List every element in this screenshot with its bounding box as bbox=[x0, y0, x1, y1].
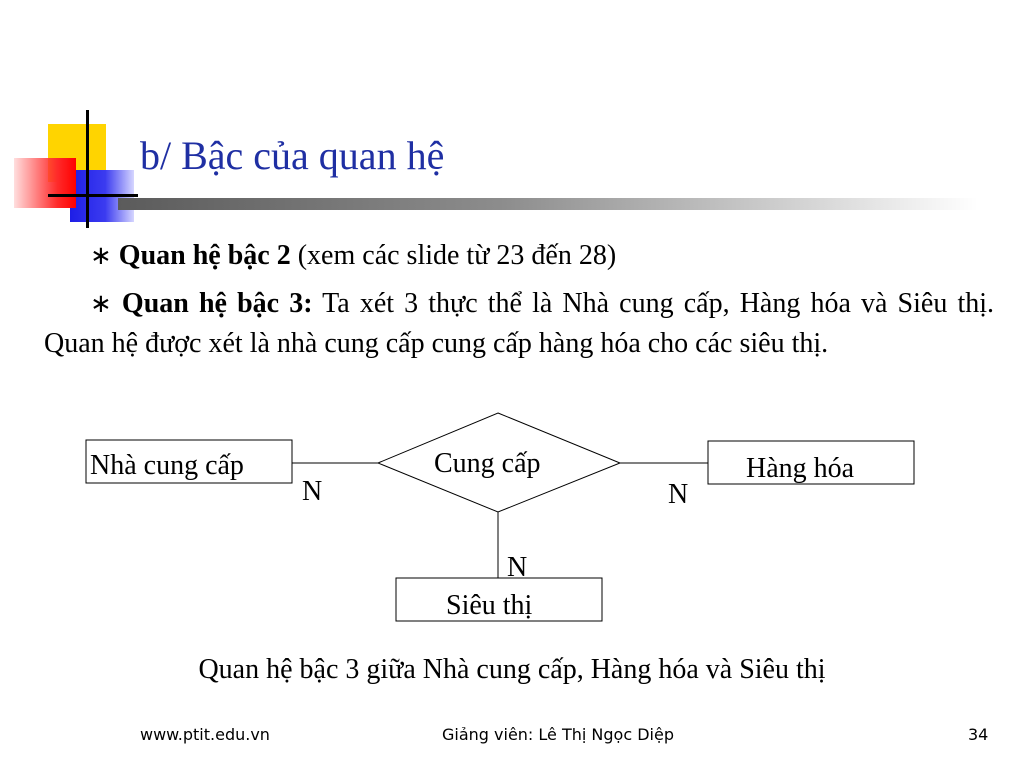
entity-goods: Hàng hóa bbox=[746, 453, 855, 484]
asterisk-bullet-icon: ∗ bbox=[90, 241, 112, 270]
cardinality-right: N bbox=[668, 479, 689, 510]
footer-website: www.ptit.edu.vn bbox=[140, 725, 270, 744]
entity-supplier: Nhà cung cấp bbox=[90, 450, 244, 481]
footer-lecturer: Giảng viên: Lê Thị Ngọc Diệp bbox=[442, 725, 674, 744]
bullet-order-2-text: (xem các slide từ 23 đến 28) bbox=[290, 240, 617, 271]
cardinality-left: N bbox=[302, 476, 323, 507]
slide-title: b/ Bậc của quan hệ bbox=[140, 133, 445, 178]
asterisk-bullet-icon: ∗ bbox=[90, 289, 112, 318]
relationship-label: Cung cấp bbox=[434, 448, 541, 479]
cardinality-bottom: N bbox=[507, 552, 528, 583]
bullet-order-2-bold: Quan hệ bậc 2 bbox=[118, 240, 291, 271]
bullet-order-3-text: Ta xét 3 thực thể là Nhà cung cấp, Hàng hóa và Siêu thị. Quan hệ được xét là nhà cung cấp cung cấp hàng hóa cho các siêu thị. bbox=[44, 288, 995, 359]
page-number: 34 bbox=[968, 725, 989, 744]
entity-supermarket: Siêu thị bbox=[446, 590, 533, 621]
diagram-caption: Quan hệ bậc 3 giữa Nhà cung cấp, Hàng hóa và Siêu thị bbox=[198, 654, 826, 685]
bullet-order-3-bold: Quan hệ bậc 3: bbox=[121, 288, 313, 319]
